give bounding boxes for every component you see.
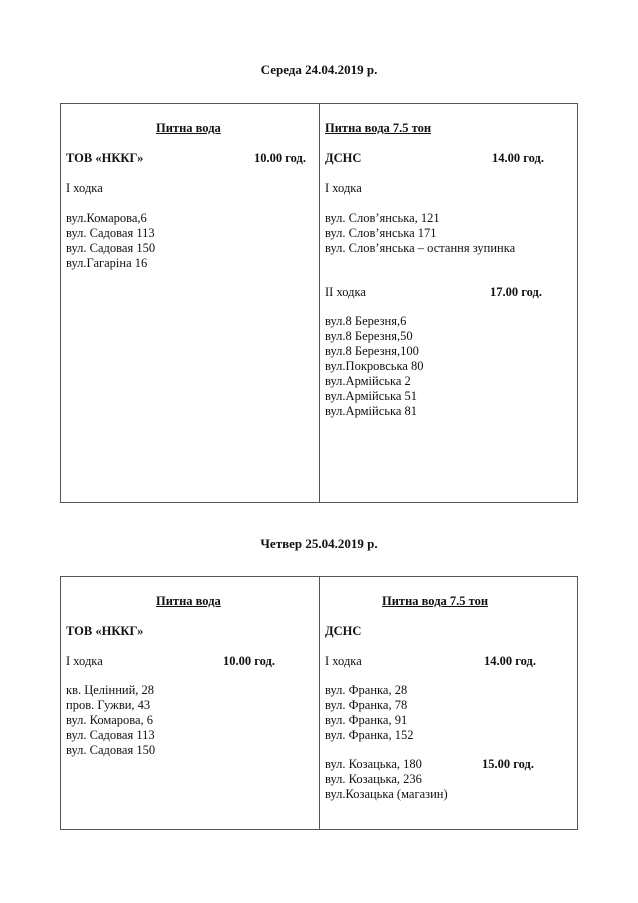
address-line: вул.8 Березня,50 [325, 329, 413, 343]
day1-right-run1: І ходка [325, 181, 362, 195]
address-line: вул. Комарова, 6 [66, 713, 154, 727]
address-line: вул.Гагаріна 16 [66, 256, 148, 270]
address-line: вул. Франка, 78 [325, 698, 408, 712]
day2-left-org: ТОВ «НККГ» [66, 624, 144, 638]
address-line: вул. Козацька, 236 [325, 772, 422, 786]
day2-right-run: І ходка [325, 654, 362, 668]
address-line: вул. Козацька, 180 [325, 757, 422, 771]
address-line: вул. Садовая 150 [66, 241, 156, 255]
day2-right-group2-time: 15.00 год. [482, 757, 534, 771]
address-line: вул. Слов’янська 171 [325, 226, 437, 240]
address-line: вул.Армійська 51 [325, 389, 418, 403]
day1-left-column [61, 104, 320, 502]
day2-right-time: 14.00 год. [484, 654, 536, 668]
address-line: вул. Франка, 28 [325, 683, 408, 697]
day1-left-time: 10.00 год. [254, 151, 306, 165]
day1-right-header: Питна вода 7.5 тон [325, 121, 432, 135]
address-line: вул. Садовая 113 [66, 226, 155, 240]
address-line: вул.Козацька (магазин) [325, 787, 448, 801]
address-line: вул.Армійська 81 [325, 404, 418, 418]
address-line: вул. Садовая 150 [66, 743, 156, 757]
address-line: вул. Слов’янська, 121 [325, 211, 440, 225]
day2-left-header: Питна вода [156, 594, 221, 608]
address-line: вул. Слов’янська – остання зупинка [325, 241, 516, 255]
day2-title: Четвер 25.04.2019 р. [260, 536, 378, 551]
day2-left-column [61, 577, 320, 829]
day2-right-org: ДСНС [325, 624, 362, 638]
day1-right-run2: ІІ ходка [325, 285, 366, 299]
day2-left-time: 10.00 год. [223, 654, 275, 668]
day2-right-column [320, 577, 578, 829]
address-line: вул.Покровська 80 [325, 359, 424, 373]
day1-left-run: І ходка [66, 181, 103, 195]
address-line: вул.Армійська 2 [325, 374, 411, 388]
day1-title: Середа 24.04.2019 р. [260, 62, 378, 77]
address-line: вул.8 Березня,100 [325, 344, 419, 358]
address-line: вул. Франка, 152 [325, 728, 414, 742]
address-line: вул. Садовая 113 [66, 728, 155, 742]
day2-right-header: Питна вода 7.5 тон [382, 594, 489, 608]
day1-schedule-table [60, 103, 578, 503]
day2-schedule-table [60, 576, 578, 830]
day2-left-run: І ходка [66, 654, 103, 668]
day1-right-run2-time: 17.00 год. [490, 285, 542, 299]
address-line: пров. Гужви, 43 [66, 698, 151, 712]
day1-right-time: 14.00 год. [492, 151, 544, 165]
day1-left-org: ТОВ «НККГ» [66, 151, 144, 165]
address-line: вул. Франка, 91 [325, 713, 408, 727]
day1-right-column [320, 104, 578, 502]
address-line: кв. Целінний, 28 [66, 683, 155, 697]
address-line: вул.8 Березня,6 [325, 314, 407, 328]
day1-left-header: Питна вода [156, 121, 221, 135]
day1-right-org: ДСНС [325, 151, 362, 165]
address-line: вул.Комарова,6 [66, 211, 147, 225]
